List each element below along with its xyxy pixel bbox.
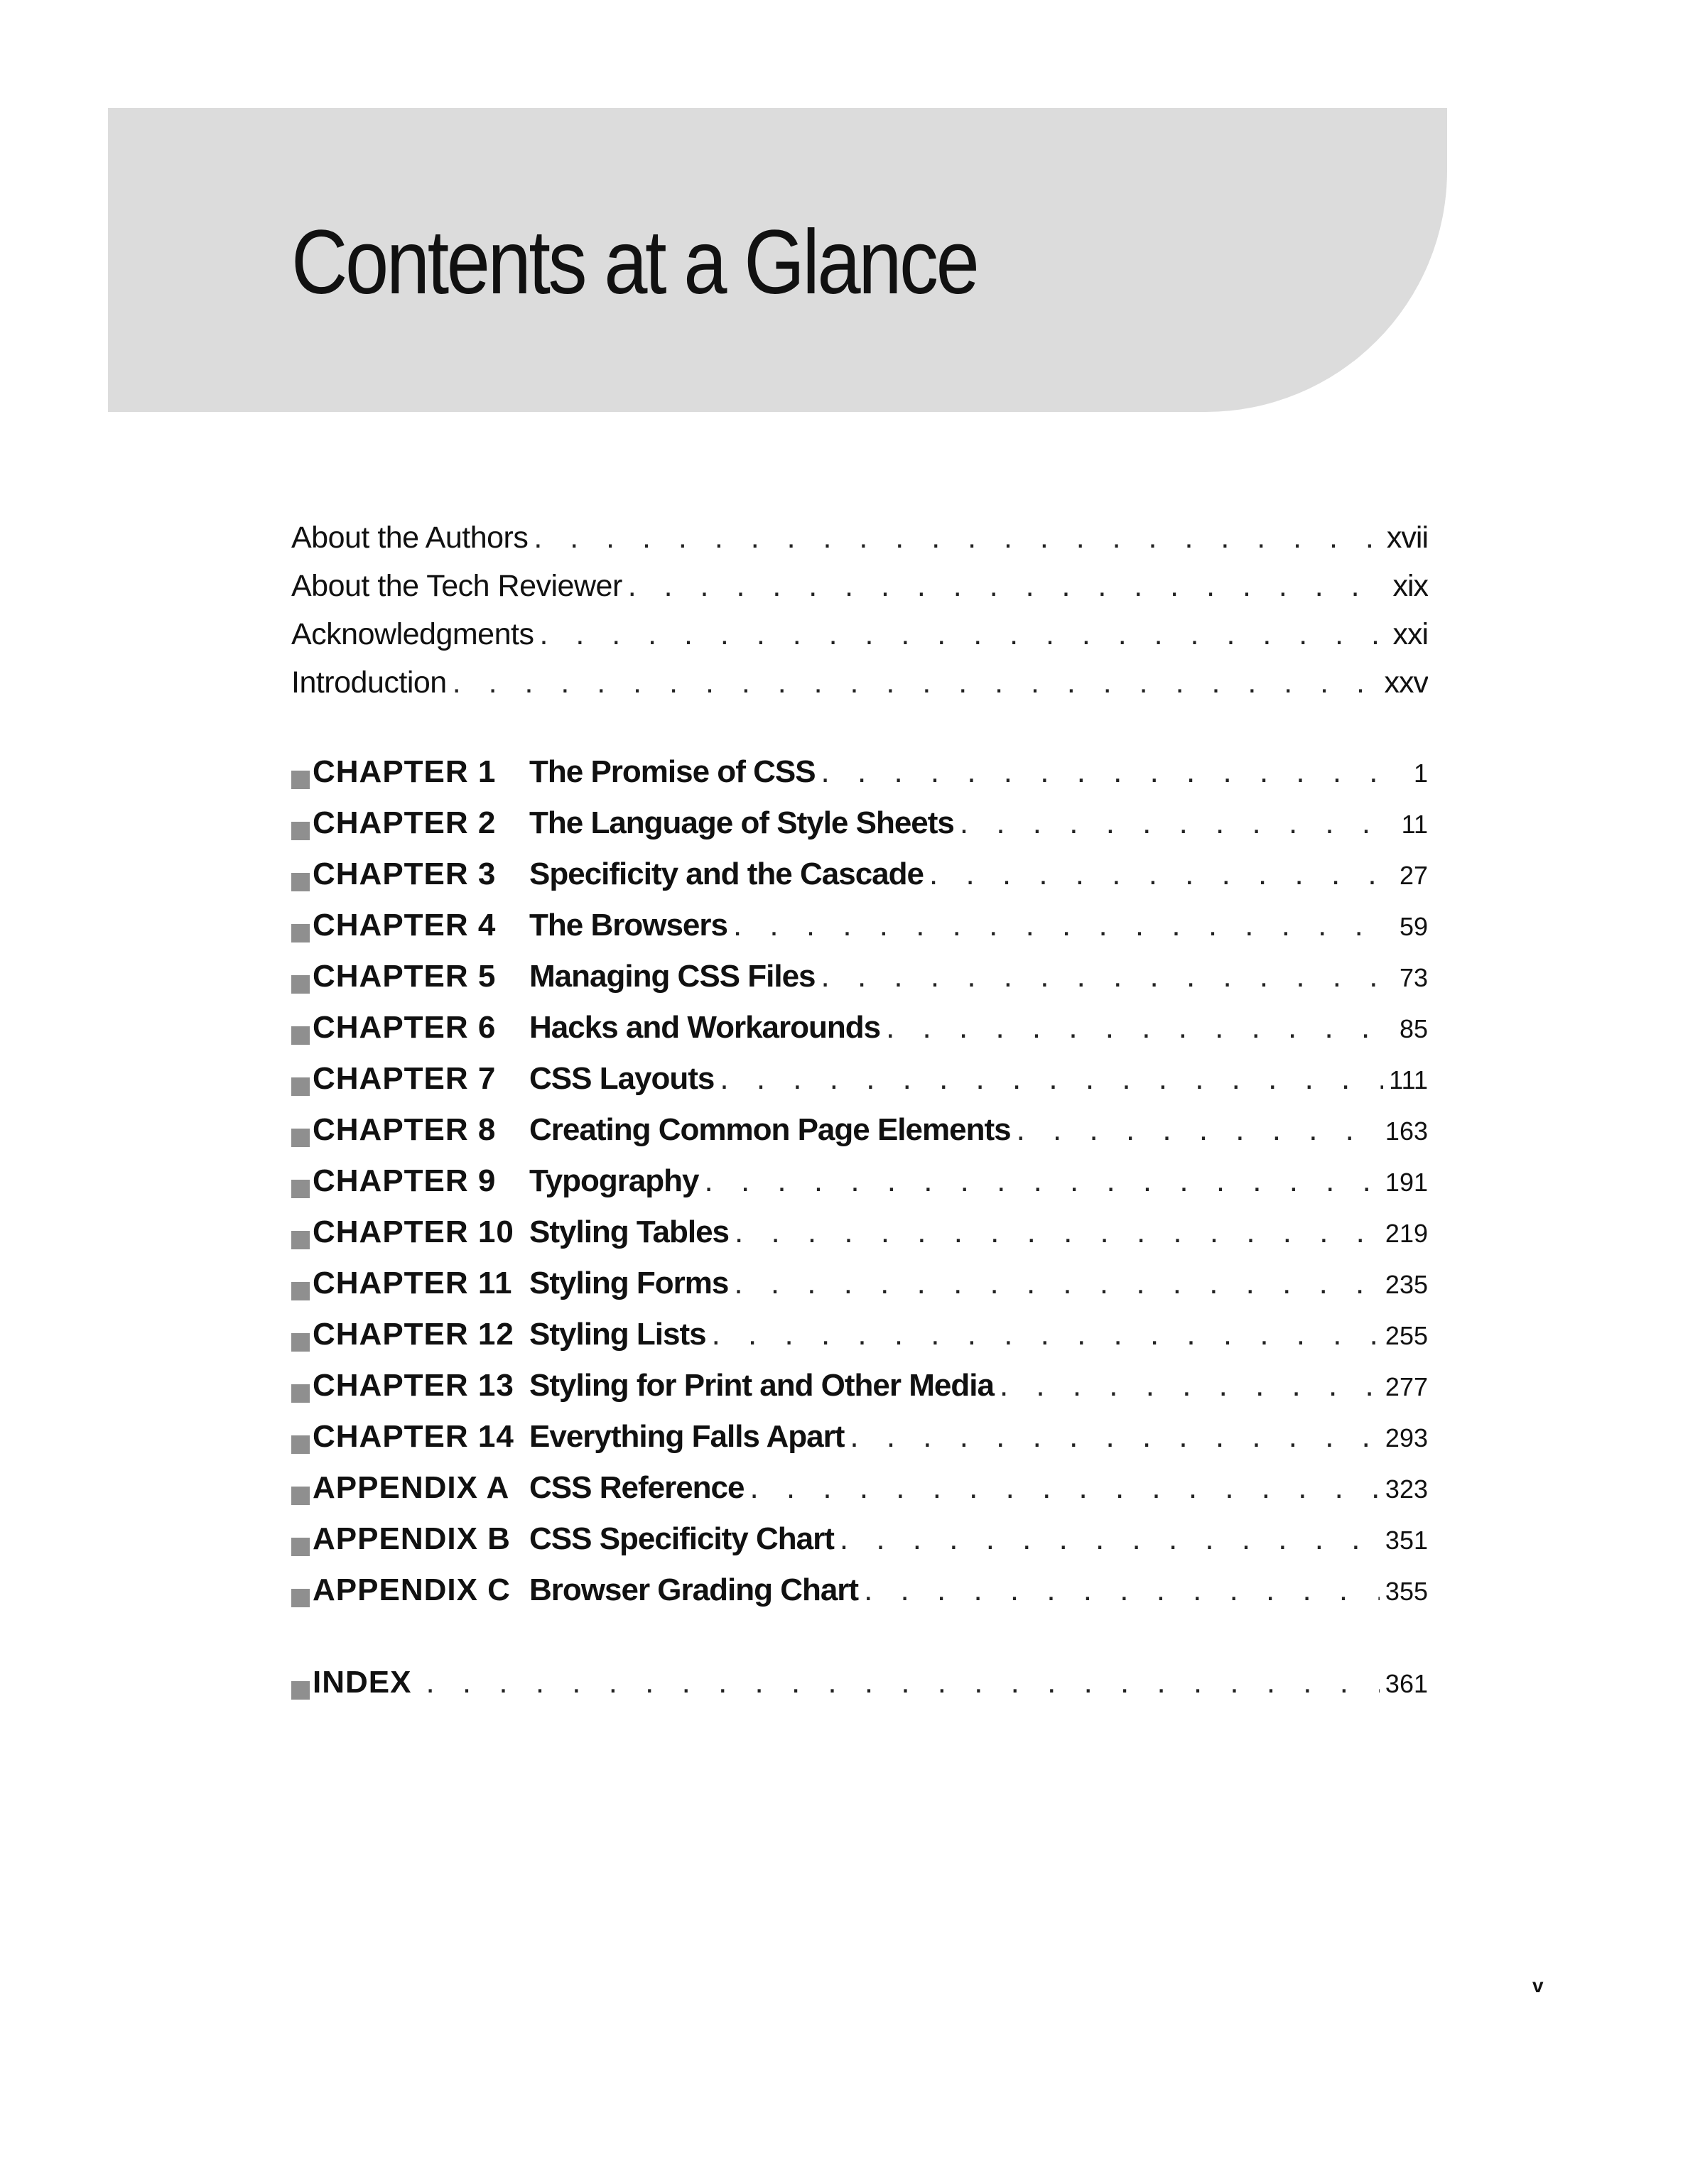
chapter-label: CHAPTER 9: [313, 1163, 497, 1198]
entry-title: Acknowledgments: [291, 617, 534, 651]
entry-title: Specificity and the Cascade: [529, 857, 924, 891]
entry-page: 293: [1385, 1423, 1428, 1452]
entry-title: Styling Forms: [529, 1266, 729, 1300]
toc-entry-chapter-10[interactable]: [291, 1215, 1428, 1266]
chapter-label: CHAPTER 10: [313, 1215, 514, 1249]
dot-leader: [1000, 1368, 1380, 1403]
entry-page: 191: [1385, 1168, 1428, 1197]
square-bullet-icon: [291, 1077, 310, 1096]
index-label: INDEX: [313, 1665, 412, 1700]
dot-leader: [453, 665, 1379, 700]
entry-page: 163: [1385, 1117, 1428, 1146]
square-bullet-icon: [291, 1681, 310, 1700]
dot-leader: [840, 1521, 1380, 1557]
dot-leader: [929, 857, 1394, 892]
toc-entry-chapter-1[interactable]: [291, 754, 1428, 805]
toc-entry-chapter-13[interactable]: [291, 1368, 1428, 1419]
chapter-label: APPENDIX B: [313, 1521, 511, 1556]
dot-leader: [720, 1061, 1383, 1097]
chapter-label: CHAPTER 1: [313, 754, 497, 789]
toc-entry-chapter-8[interactable]: [291, 1112, 1428, 1163]
toc-entry-chapter-14[interactable]: [291, 1419, 1428, 1470]
dot-leader: [864, 1572, 1380, 1608]
square-bullet-icon: [291, 1231, 310, 1249]
index-entry-list: [291, 1665, 1428, 1716]
entry-page: 111: [1389, 1065, 1428, 1094]
entry-title: Styling Lists: [529, 1317, 706, 1352]
page-number-folio: v: [1532, 1974, 1544, 1996]
entry-page: 27: [1399, 861, 1428, 890]
chapter-label: CHAPTER 3: [313, 857, 497, 891]
entry-title: Styling for Print and Other Media: [529, 1368, 994, 1403]
entry-title: About the Tech Reviewer: [291, 569, 622, 603]
entry-title: CSS Reference: [529, 1470, 745, 1505]
dot-leader: [886, 1010, 1394, 1045]
toc-entry-chapter-7[interactable]: [291, 1061, 1428, 1112]
entry-page: 59: [1399, 912, 1428, 941]
entry-page: 351: [1385, 1526, 1428, 1555]
chapter-label: CHAPTER 2: [313, 805, 497, 840]
chapter-label: CHAPTER 13: [313, 1368, 514, 1403]
square-bullet-icon: [291, 1282, 310, 1300]
square-bullet-icon: [291, 924, 310, 942]
chapter-label: CHAPTER 8: [313, 1112, 497, 1147]
dot-leader: [705, 1163, 1380, 1199]
entry-title: Introduction: [291, 665, 447, 700]
toc-entry-chapter-9[interactable]: [291, 1163, 1428, 1215]
entry-page: 255: [1385, 1321, 1428, 1350]
dot-leader: [735, 1215, 1380, 1250]
entry-page: 361: [1385, 1669, 1428, 1698]
dot-leader: [534, 521, 1381, 555]
dot-leader: [539, 617, 1387, 652]
entry-page: 277: [1385, 1372, 1428, 1401]
chapter-label: APPENDIX A: [313, 1470, 510, 1505]
square-bullet-icon: [291, 1180, 310, 1198]
toc-entry-acknowledgments[interactable]: [291, 617, 1428, 665]
dot-leader: [426, 1665, 1379, 1700]
toc-entry-about-tech-reviewer[interactable]: [291, 569, 1428, 617]
dot-leader: [749, 1470, 1379, 1506]
toc-entry-chapter-12[interactable]: [291, 1317, 1428, 1368]
entry-page: 355: [1385, 1577, 1428, 1606]
square-bullet-icon: [291, 1333, 310, 1352]
square-bullet-icon: [291, 1435, 310, 1454]
front-matter-list: [291, 521, 1428, 714]
dot-leader: [850, 1419, 1380, 1455]
entry-page: xix: [1392, 569, 1428, 603]
square-bullet-icon: [291, 1538, 310, 1556]
dot-leader: [628, 569, 1387, 604]
toc-entry-chapter-2[interactable]: [291, 805, 1428, 857]
toc-entry-appendix-c[interactable]: [291, 1572, 1428, 1624]
toc-entry-appendix-b[interactable]: [291, 1521, 1428, 1572]
entry-page: 235: [1385, 1270, 1428, 1299]
dot-leader: [734, 1266, 1380, 1301]
entry-title: Browser Grading Chart: [529, 1572, 859, 1607]
entry-page: 323: [1385, 1474, 1428, 1504]
chapter-label: CHAPTER 4: [313, 908, 497, 942]
entry-title: CSS Specificity Chart: [529, 1521, 834, 1556]
entry-title: About the Authors: [291, 521, 529, 555]
chapter-label: CHAPTER 14: [313, 1419, 514, 1454]
chapter-label: CHAPTER 11: [313, 1266, 513, 1300]
entry-page: xvii: [1386, 521, 1428, 555]
entry-page: 85: [1399, 1014, 1428, 1043]
entry-title: The Browsers: [529, 908, 727, 942]
chapter-label: CHAPTER 12: [313, 1317, 514, 1352]
entry-page: 73: [1399, 963, 1428, 992]
chapter-label: CHAPTER 7: [313, 1061, 497, 1096]
toc-entry-chapter-6[interactable]: [291, 1010, 1428, 1061]
toc-entry-appendix-a[interactable]: [291, 1470, 1428, 1521]
square-bullet-icon: [291, 975, 310, 994]
chapter-label: CHAPTER 6: [313, 1010, 497, 1045]
entry-title: The Language of Style Sheets: [529, 805, 954, 840]
entry-title: CSS Layouts: [529, 1061, 715, 1096]
entry-title: The Promise of CSS: [529, 754, 816, 789]
dot-leader: [712, 1317, 1380, 1352]
toc-entry-chapter-11[interactable]: [291, 1266, 1428, 1317]
entry-page: 1: [1413, 759, 1428, 788]
toc-entry-index[interactable]: [291, 1665, 1428, 1716]
dot-leader: [821, 959, 1394, 994]
entry-page: xxi: [1392, 617, 1428, 651]
dot-leader: [733, 908, 1394, 943]
toc-entry-about-authors[interactable]: [291, 521, 1428, 569]
entry-title: Typography: [529, 1163, 699, 1198]
entry-title: Everything Falls Apart: [529, 1419, 845, 1454]
square-bullet-icon: [291, 873, 310, 891]
toc-entry-chapter-4[interactable]: [291, 908, 1428, 959]
dot-leader: [960, 805, 1396, 841]
chapter-label: APPENDIX C: [313, 1572, 511, 1607]
chapter-list: [291, 754, 1428, 1624]
toc-entry-chapter-5[interactable]: [291, 959, 1428, 1010]
square-bullet-icon: [291, 1589, 310, 1607]
square-bullet-icon: [291, 822, 310, 840]
square-bullet-icon: [291, 1129, 310, 1147]
square-bullet-icon: [291, 1487, 310, 1505]
entry-page: xxv: [1384, 665, 1428, 700]
square-bullet-icon: [291, 771, 310, 789]
dot-leader: [1017, 1112, 1380, 1148]
page-title: Contents at a Glance: [291, 212, 978, 313]
chapter-label: CHAPTER 5: [313, 959, 497, 994]
square-bullet-icon: [291, 1384, 310, 1403]
toc-entry-introduction[interactable]: [291, 665, 1428, 714]
entry-page: 11: [1401, 810, 1428, 839]
square-bullet-icon: [291, 1026, 310, 1045]
entry-title: Creating Common Page Elements: [529, 1112, 1011, 1147]
entry-title: Managing CSS Files: [529, 959, 816, 994]
entry-page: 219: [1385, 1219, 1428, 1248]
entry-title: Styling Tables: [529, 1215, 730, 1249]
dot-leader: [821, 754, 1408, 790]
entry-title: Hacks and Workarounds: [529, 1010, 881, 1045]
toc-entry-chapter-3[interactable]: [291, 857, 1428, 908]
